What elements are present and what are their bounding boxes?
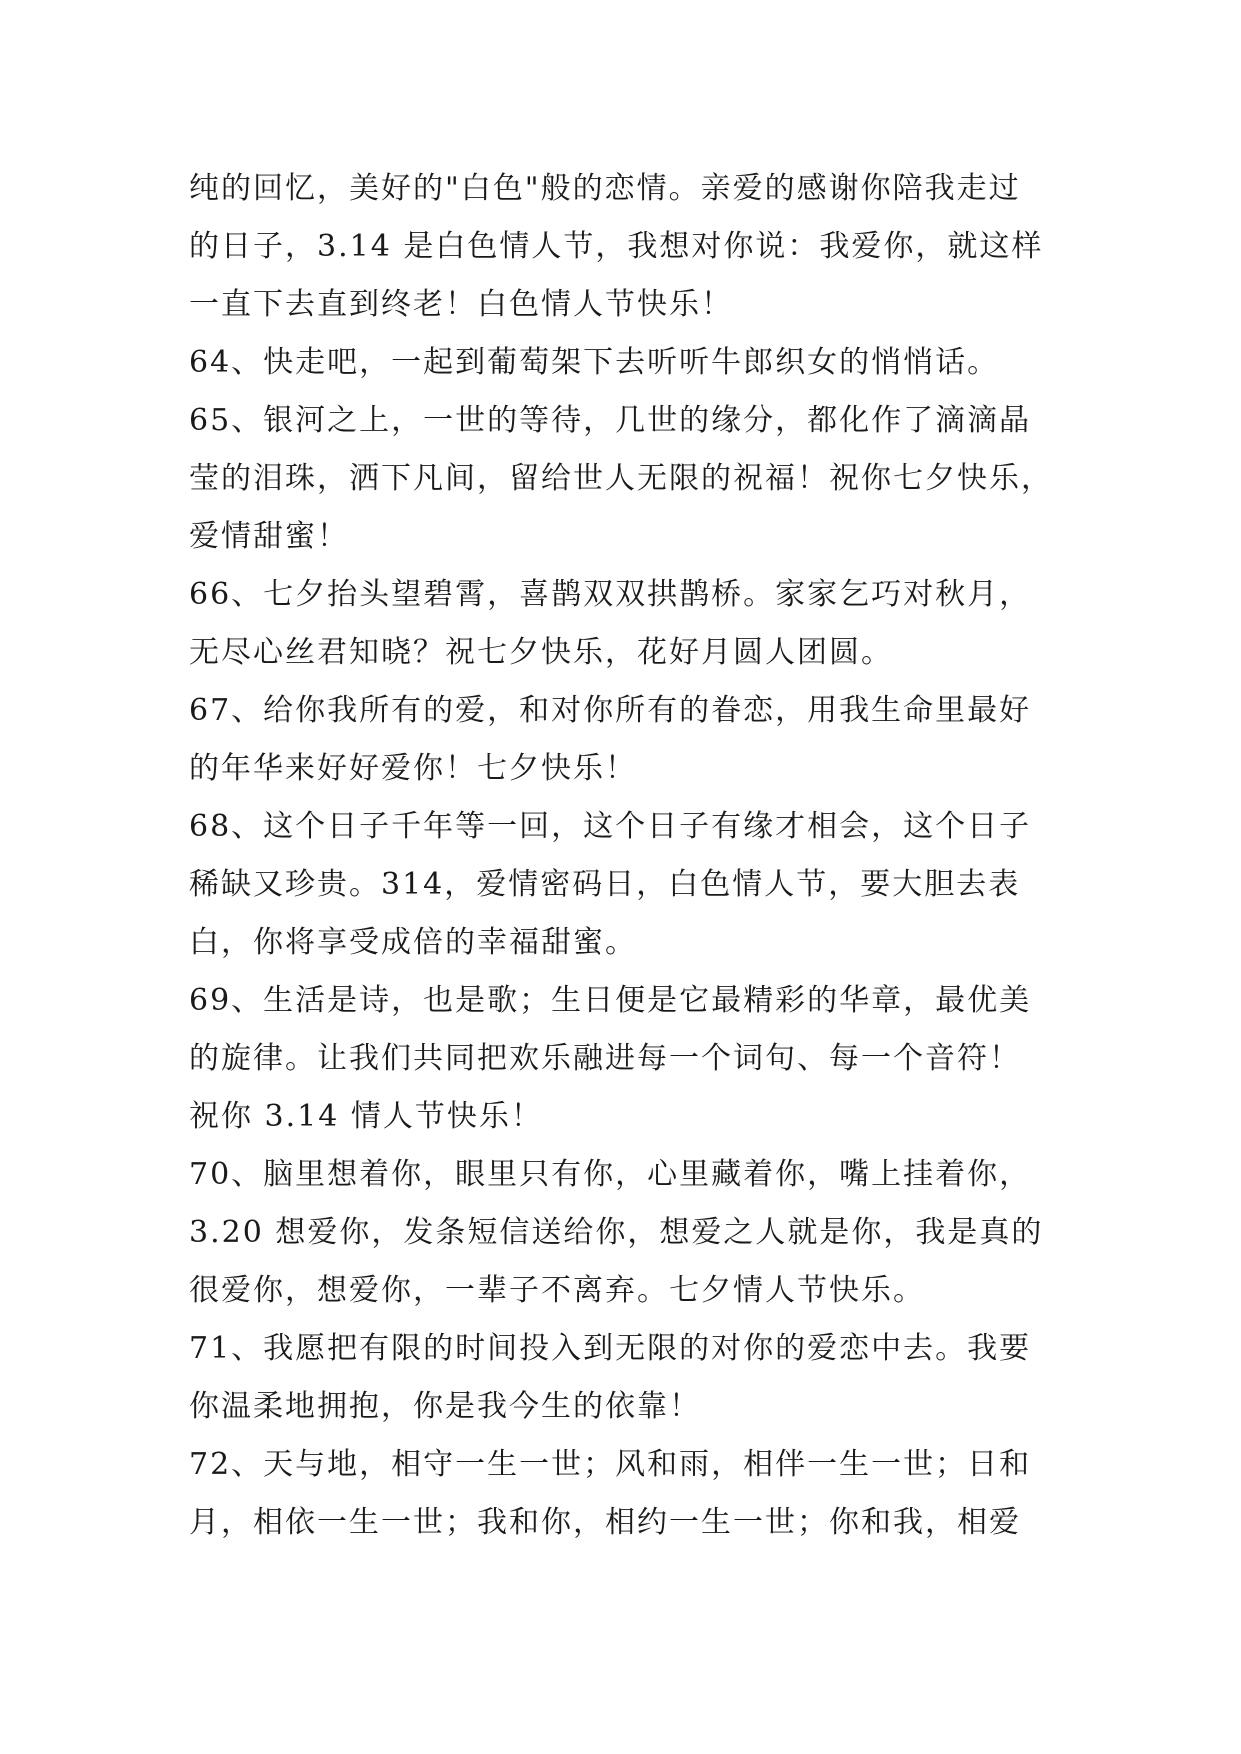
text-line: 一直下去直到终老！白色情人节快乐！ — [189, 287, 733, 322]
text-line: 白，你将享受成倍的幸福甜蜜。 — [189, 925, 637, 960]
document-body — [189, 160, 1069, 1552]
text-line: 66、七夕抬头望碧霄，喜鹊双双拱鹊桥。家家乞巧对秋月， — [189, 577, 1032, 612]
text-line: 稀缺又珍贵。314，爱情密码日，白色情人节，要大胆去表 — [189, 867, 1021, 902]
text-line: 祝你 3.14 情人节快乐！ — [189, 1099, 543, 1134]
text-line: 71、我愿把有限的时间投入到无限的对你的爱恋中去。我要 — [189, 1331, 1032, 1366]
text-line: 67、给你我所有的爱，和对你所有的眷恋，用我生命里最好 — [189, 693, 1032, 728]
text-line: 莹的泪珠，洒下凡间，留给世人无限的祝福！祝你七夕快乐， — [189, 461, 1053, 496]
text-line: 72、天与地，相守一生一世；风和雨，相伴一生一世；日和 — [189, 1447, 1032, 1482]
text-line: 纯的回忆，美好的"白色"般的恋情。亲爱的感谢你陪我走过 — [189, 171, 1021, 206]
text-line: 的年华来好好爱你！七夕快乐！ — [189, 751, 637, 786]
text-line: 65、银河之上，一世的等待，几世的缘分，都化作了滴滴晶 — [189, 403, 1032, 438]
text-line: 68、这个日子千年等一回，这个日子有缘才相会，这个日子 — [189, 809, 1032, 844]
text-line: 70、脑里想着你，眼里只有你，心里藏着你，嘴上挂着你， — [189, 1157, 1032, 1192]
text-line: 3.20 想爱你，发条短信送给你，想爱之人就是你，我是真的 — [189, 1215, 1044, 1250]
text-line: 64、快走吧，一起到葡萄架下去听听牛郎织女的悄悄话。 — [189, 345, 1000, 380]
text-line: 很爱你，想爱你，一辈子不离弃。七夕情人节快乐。 — [189, 1273, 925, 1308]
text-line: 月，相依一生一世；我和你，相约一生一世；你和我，相爱 — [189, 1505, 1021, 1540]
text-line: 无尽心丝君知晓？祝七夕快乐，花好月圆人团圆。 — [189, 635, 893, 670]
text-line: 69、生活是诗，也是歌；生日便是它最精彩的华章，最优美 — [189, 983, 1032, 1018]
text-line: 的日子，3.14 是白色情人节，我想对你说：我爱你，就这样 — [189, 229, 1044, 264]
text-line: 你温柔地拥抱，你是我今生的依靠！ — [189, 1389, 701, 1424]
text-line: 爱情甜蜜！ — [189, 519, 349, 554]
text-line: 的旋律。让我们共同把欢乐融进每一个词句、每一个音符！ — [189, 1041, 1021, 1076]
